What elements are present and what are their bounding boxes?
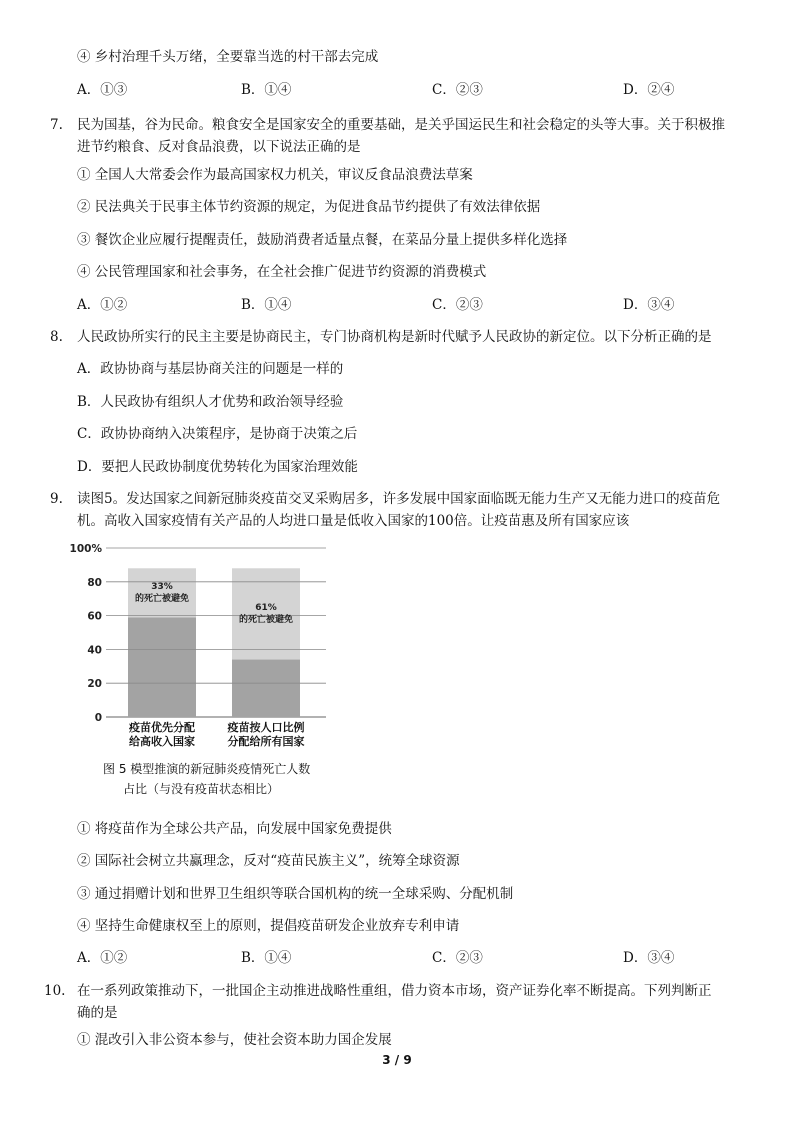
category-label-2-line-2: 分配给所有国家 xyxy=(227,735,305,748)
q7-option-a: A．①② xyxy=(77,297,128,313)
page-number: 3 / 9 xyxy=(382,1053,412,1067)
q8-number: 8. xyxy=(50,329,63,345)
q8-option-d: D．要把人民政协制度优势转化为国家治理效能 xyxy=(77,459,358,475)
q9-option-a: A．①② xyxy=(77,950,128,966)
q9-option-d: D．③④ xyxy=(623,950,675,966)
bar-2-segment-1 xyxy=(232,660,300,717)
q8-option-a: A．政协协商与基层协商关注的问题是一样的 xyxy=(77,361,344,377)
q10-stem-line-2: 确的是 xyxy=(77,1005,118,1021)
q7-stem-line-1: 民为国基，谷为民命。粮食安全是国家安全的重要基础，是关乎国运民生和社会稳定的头等大事。关于积极推 xyxy=(77,117,725,133)
figure-5-chart xyxy=(60,536,340,754)
bar-1-segment-1 xyxy=(128,617,196,717)
q6-statement-4: ④ 乡村治理千头万绪，全要靠当选的村干部去完成 xyxy=(77,49,379,65)
y-tick-label-0: 0 xyxy=(94,712,102,724)
category-label-1-line-2: 给高收入国家 xyxy=(129,735,195,748)
q7-statement-2: ② 民法典关于民事主体节约资源的规定，为促进食品节约提供了有效法律依据 xyxy=(77,199,541,215)
q7-option-d: D．③④ xyxy=(623,297,675,313)
category-label-1-line-1: 疫苗优先分配 xyxy=(129,721,195,734)
q7-statement-3: ③ 餐饮企业应履行提醒责任，鼓励消费者适量点餐，在菜品分量上提供多样化选择 xyxy=(77,232,568,248)
q9-option-b: B．①④ xyxy=(241,950,292,966)
q9-statement-1: ① 将疫苗作为全球公共产品，向发展中国家免费提供 xyxy=(77,821,392,837)
q10-stem-line-1: 在一系列政策推动下，一批国企主动推进战略性重组，借力资本市场，资产证券化率不断提高。下列判断正 xyxy=(77,983,712,999)
y-tick-label-100: 100% xyxy=(69,543,102,555)
figure-caption-line-2: 占比（与没有疫苗状态相比） xyxy=(123,782,280,796)
q9-statement-3: ③ 通过捐赠计划和世界卫生组织等联合国机构的统一全球采购、分配机制 xyxy=(77,886,514,902)
figure-caption-line-1: 图 5 模型推演的新冠肺炎疫情死亡人数 xyxy=(103,762,311,776)
y-tick-label-80: 80 xyxy=(87,576,102,589)
q9-statement-2: ② 国际社会树立共赢理念，反对“疫苗民族主义”，统筹全球资源 xyxy=(77,853,460,869)
q9-number: 9. xyxy=(50,491,63,507)
data-label-1-text: 的死亡被避免 xyxy=(134,593,190,604)
q6-option-b: B．①④ xyxy=(241,82,292,98)
q7-option-c: C．②③ xyxy=(432,297,483,313)
data-label-1-percent: 33% xyxy=(151,581,173,592)
y-tick-label-60: 60 xyxy=(87,610,102,623)
bar-1-segment-2 xyxy=(128,568,196,617)
q10-statement-1: ① 混改引入非公资本参与，使社会资本助力国企发展 xyxy=(77,1032,392,1048)
q6-option-c: C．②③ xyxy=(432,82,483,98)
q9-option-c: C．②③ xyxy=(432,950,483,966)
q9-statement-4: ④ 坚持生命健康权至上的原则，提倡疫苗研发企业放弃专利申请 xyxy=(77,918,460,934)
category-label-2-line-1: 疫苗按人口比例 xyxy=(227,721,305,734)
q7-statement-4: ④ 公民管理国家和社会事务，在全社会推广促进节约资源的消费模式 xyxy=(77,264,487,280)
y-tick-label-20: 20 xyxy=(87,678,102,691)
data-label-2-percent: 61% xyxy=(255,602,277,613)
q7-statement-1: ① 全国人大常委会作为最高国家权力机关，审议反食品浪费法草案 xyxy=(77,167,473,183)
q8-option-c: C．政协协商纳入决策程序，是协商于决策之后 xyxy=(77,426,358,442)
q9-stem-line-2: 机。高收入国家疫情有关产品的人均进口量是低收入国家的100倍。让疫苗惠及所有国家应该 xyxy=(77,513,630,529)
q8-option-b: B．人民政协有组织人才优势和政治领导经验 xyxy=(77,394,344,410)
q7-number: 7. xyxy=(50,117,63,133)
y-tick-label-40: 40 xyxy=(87,644,102,657)
data-label-2-text: 的死亡被避免 xyxy=(238,614,294,625)
q6-option-a: A．①③ xyxy=(77,82,128,98)
q7-stem-line-2: 进节约粮食、反对食品浪费，以下说法正确的是 xyxy=(77,139,361,155)
q6-option-d: D．②④ xyxy=(623,82,675,98)
q10-number: 10. xyxy=(44,983,66,999)
q9-stem-line-1: 读图5。发达国家之间新冠肺炎疫苗交叉采购居多，许多发展中国家面临既无能力生产又无能力进口的疫苗危 xyxy=(77,491,721,507)
q7-option-b: B．①④ xyxy=(241,297,292,313)
q8-stem-line-1: 人民政协所实行的民主主要是协商民主，专门协商机构是新时代赋予人民政协的新定位。以下分析正确的是 xyxy=(77,329,712,345)
